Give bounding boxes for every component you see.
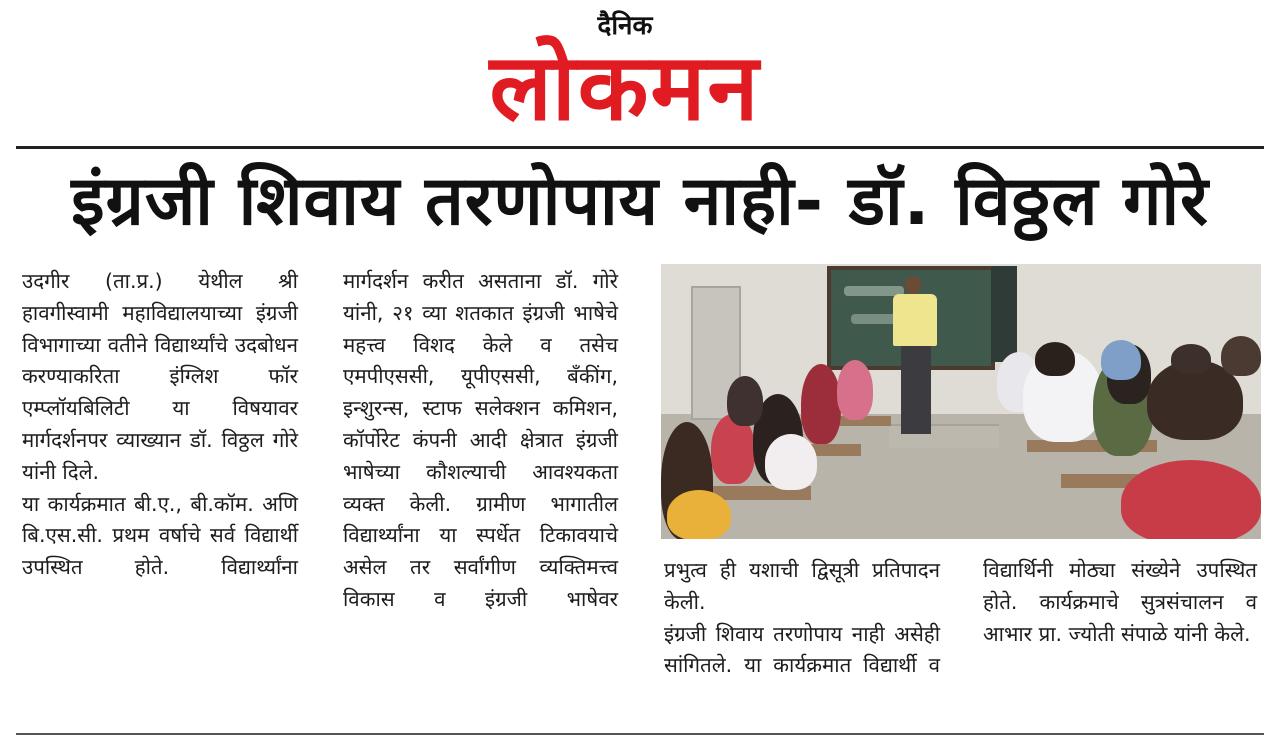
photo-student [765,434,817,490]
paragraph: विद्यार्थिनी मोठ्या संख्येने उपस्थित होते. कार्यक्रमाचे सुत्रसंचालन व आभार प्रा. ज्योती संपाळे यांनी केले. [983,558,1257,646]
photo-student [667,490,731,539]
bottom-rule [16,733,1264,735]
article-column-2 [343,266,618,616]
photo-student [801,364,841,444]
paragraph: या कार्यक्रमात बी.ए., बी.कॉम. अणि बि.एस.सी. प्रथम वर्षाचे सर्व विद्यार्थी उपस्थित होते. विद्यार्थ्यांना [22,491,298,580]
headline: इंग्रजी शिवाय तरणोपाय नाही- डॉ. विठ्ठल गोरे [71,162,1209,241]
photo-speaker-legs [901,346,931,434]
photo-student [1221,336,1261,376]
article-column-3 [664,555,940,682]
photo-speaker-head [905,276,921,294]
masthead-tag: दैनिक [597,11,653,41]
paragraph: मार्गदर्शन करीत असताना डॉ. गोरे यांनी, २१ व्या शतकात इंग्रजी भाषेचे महत्त्व विशद केले व तसेच एमपीएससी, यूपीएससी, बँकींग, इन्शुरन्स, स्टाफ सलेक्शन कमिशन, कॉर्पोरेट कंपनी आदी क्षेत्रात इंग्रजी भाषेच्या कौशल्याची आवश्यकता व्यक्त केली. ग्रामीण भागातील विद्यार्थ्यांना या स्पर्धेत टिकावयाचे असेल तर सर्वांगीण व्यक्तिमत्त्व विकास व इंग्रजी भाषेवर [343,269,618,611]
paragraph: उदगीर (ता.प्र.) येथील श्री हावगीस्वामी महाविद्यालयाच्या इंग्रजी विभागाच्या वतीने विद्यार्थ्यांचे उदबोधन करण्याकरिता इंग्लिश फॉर एम्प्लॉयबिलिटी या विषयावर मार्गदर्शनपर व्याख्यान डॉ. विठ्ठल गोरे यांनी दिले. [22,269,298,484]
paragraph: प्रभुत्व ही यशाची द्विसूत्री प्रतिपादन केली. [664,558,940,614]
photo-student [1101,340,1141,380]
photo-student [1171,344,1211,374]
masthead-name: लोकमन [489,34,761,141]
photo-student [727,376,763,426]
top-rule [16,146,1264,149]
article-column-1 [22,266,298,584]
photo-speaker-shirt [893,294,937,346]
masthead [388,6,862,140]
paragraph: इंग्रजी शिवाय तरणोपाय नाही असेही सांगितले. या कार्यक्रमात विद्यार्थी व [664,621,940,678]
classroom-photo [661,264,1261,539]
photo-student [1035,342,1075,376]
article-column-4 [983,555,1257,650]
photo-blackboard-side [991,266,1017,362]
photo-student [1121,460,1261,539]
photo-student [837,360,873,420]
